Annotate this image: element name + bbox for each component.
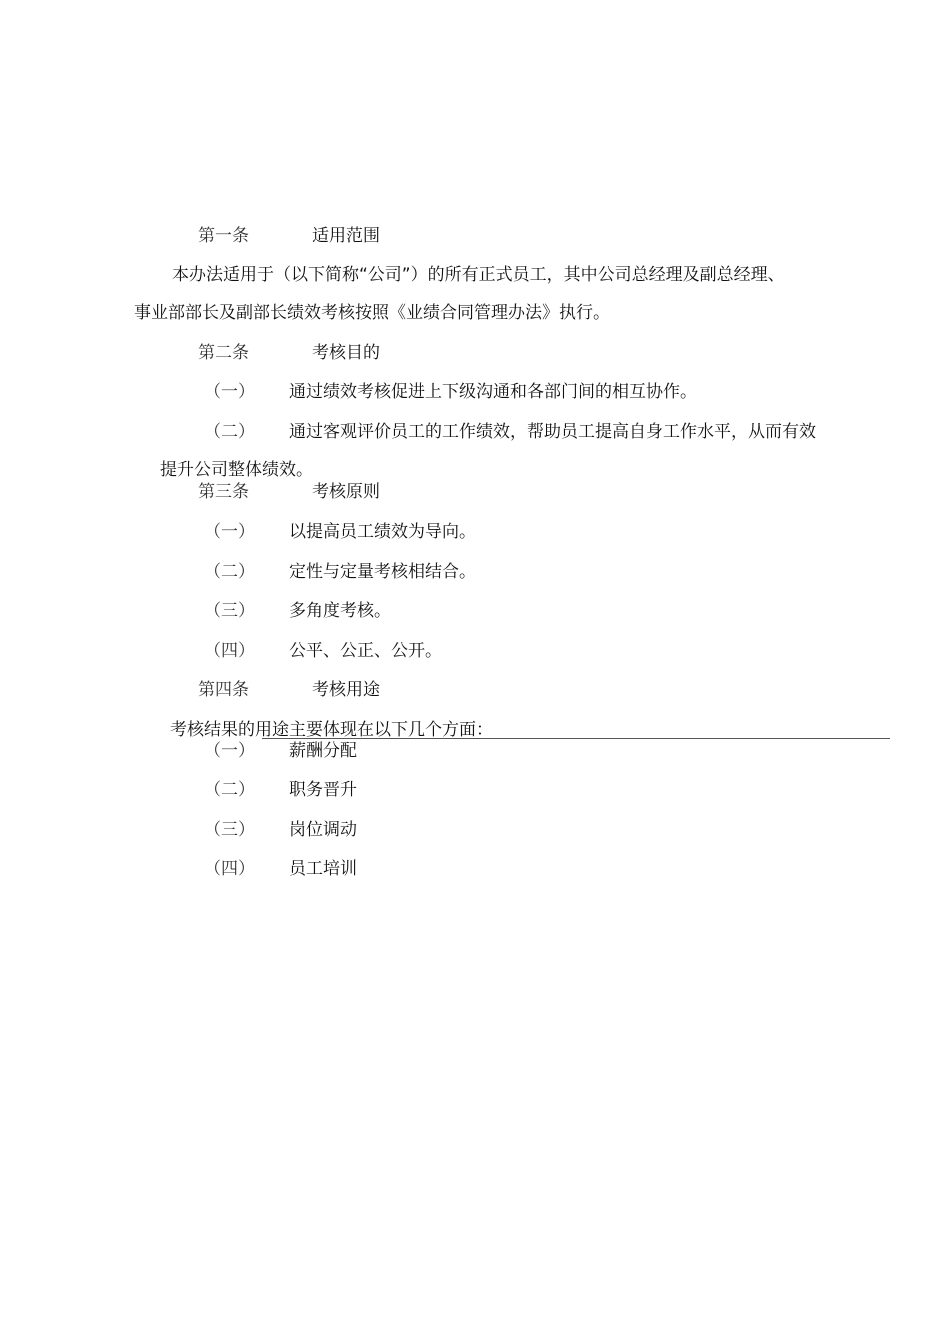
article-2-title: 考核目的 xyxy=(312,343,380,363)
purpose-item-2-marker: （二） xyxy=(204,422,255,442)
principle-item-3-marker: （三） xyxy=(204,601,255,621)
usage-item-3-text: 岗位调动 xyxy=(289,820,357,840)
article-2-number: 第二条 xyxy=(198,343,249,363)
usage-item-4-marker: （四） xyxy=(204,859,255,879)
principle-item-2-text: 定性与定量考核相结合。 xyxy=(289,562,476,582)
article-4-title: 考核用途 xyxy=(312,680,380,700)
usage-item-1-text: 薪酬分配 xyxy=(289,741,357,761)
usage-item-2-text: 职务晋升 xyxy=(289,780,357,800)
scope-line-2: 事业部部长及副部长绩效考核按照《业绩合同管理办法》执行。 xyxy=(134,303,610,323)
article-4-number: 第四条 xyxy=(198,680,249,700)
article-3-number: 第三条 xyxy=(198,482,249,502)
principle-item-4-marker: （四） xyxy=(204,641,255,661)
principle-item-1-text: 以提高员工绩效为导向。 xyxy=(289,522,476,542)
principle-item-1-marker: （一） xyxy=(204,522,255,542)
article-3-title: 考核原则 xyxy=(312,482,380,502)
article-1-title: 适用范围 xyxy=(312,226,380,246)
purpose-item-1-marker: （一） xyxy=(204,382,255,402)
underline-rule xyxy=(262,738,890,739)
purpose-item-2-text: 通过客观评价员工的工作绩效，帮助员工提高自身工作水平，从而有效 xyxy=(289,422,816,442)
usage-item-1-marker: （一） xyxy=(204,741,255,761)
usage-item-2-marker: （二） xyxy=(204,780,255,800)
article-1-number: 第一条 xyxy=(198,226,249,246)
purpose-item-1-text: 通过绩效考核促进上下级沟通和各部门间的相互协作。 xyxy=(289,382,697,402)
principle-item-3-text: 多角度考核。 xyxy=(289,601,391,621)
purpose-item-2-continuation: 提升公司整体绩效。 xyxy=(160,460,313,480)
usage-item-3-marker: （三） xyxy=(204,820,255,840)
scope-line-1: 本办法适用于（以下简称“公司”）的所有正式员工，其中公司总经理及副总经理、 xyxy=(172,265,785,285)
usage-intro: 考核结果的用途主要体现在以下几个方面： xyxy=(170,720,493,740)
usage-item-4-text: 员工培训 xyxy=(289,859,357,879)
principle-item-2-marker: （二） xyxy=(204,562,255,582)
principle-item-4-text: 公平、公正、公开。 xyxy=(289,641,442,661)
